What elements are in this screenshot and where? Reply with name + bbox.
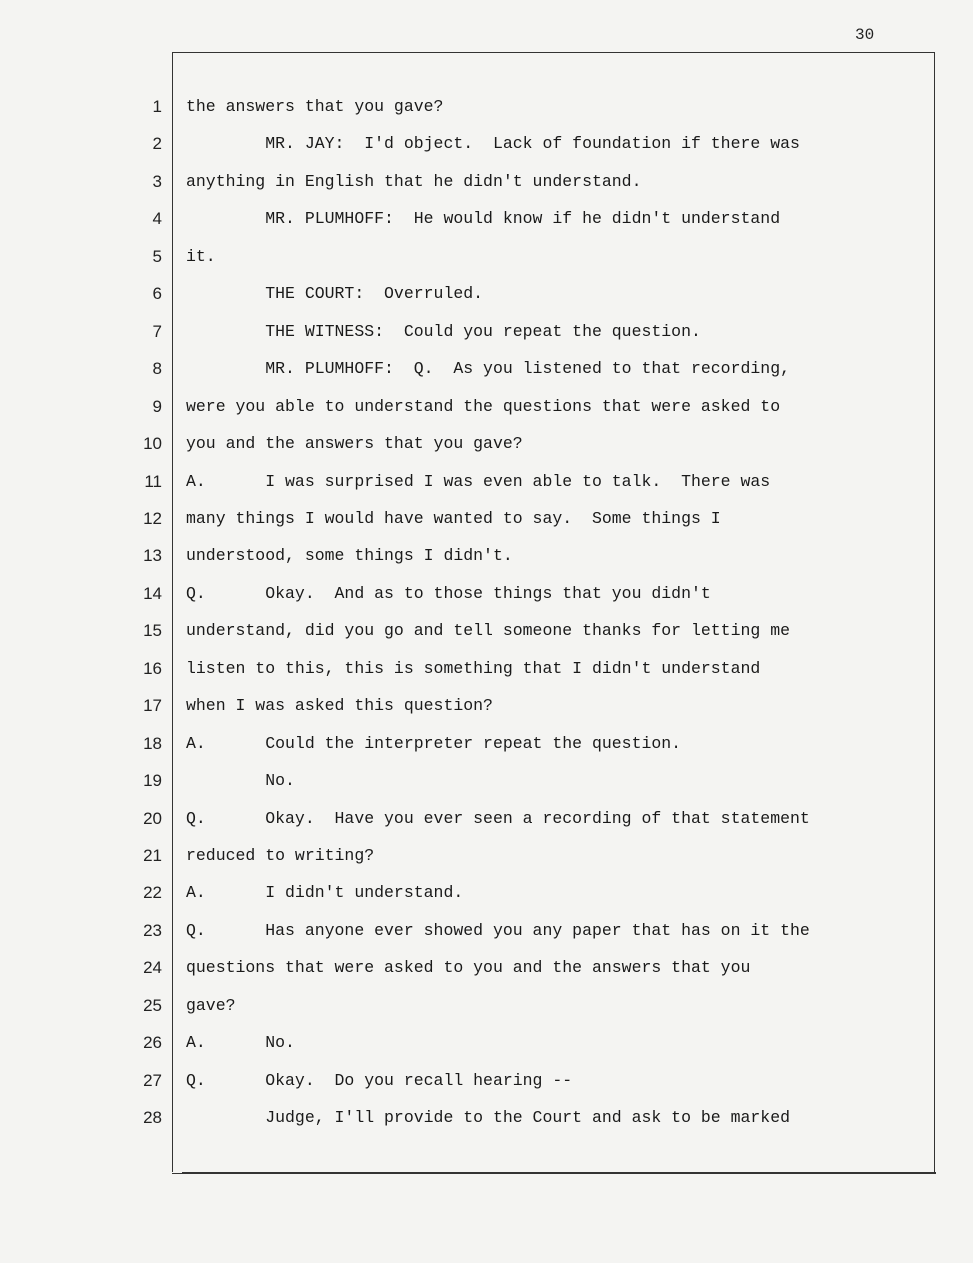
- line-number: 28: [143, 1108, 162, 1128]
- transcript-line: [0, 883, 973, 920]
- transcript-line: [0, 247, 973, 284]
- line-number: 3: [152, 171, 162, 191]
- line-number: 26: [143, 1033, 162, 1053]
- line-text: Q. Okay. Do you recall hearing --: [186, 1070, 573, 1090]
- line-number: 11: [144, 471, 162, 491]
- line-number: 1: [152, 97, 162, 116]
- transcript-line: [0, 1108, 973, 1145]
- transcript-line: [0, 734, 973, 771]
- line-text: MR. PLUMHOFF: He would know if he didn't understand: [186, 209, 781, 229]
- transcript-line: [0, 621, 973, 658]
- line-text: Judge, I'll provide to the Court and ask to be marked: [186, 1108, 790, 1128]
- line-number: 13: [143, 546, 162, 566]
- transcript-line: [0, 322, 973, 359]
- page-number: 30: [855, 26, 875, 44]
- line-text: Q. Okay. And as to those things that you didn't: [186, 583, 711, 603]
- line-text: gave?: [186, 995, 236, 1015]
- transcript-line: [0, 472, 973, 509]
- line-text: THE WITNESS: Could you repeat the question.: [186, 321, 701, 341]
- line-text: A. I was surprised I was even able to talk. There was: [186, 471, 771, 491]
- line-number: 18: [143, 733, 162, 753]
- line-text: A. No.: [186, 1033, 295, 1053]
- line-text: A. I didn't understand.: [186, 883, 464, 903]
- line-text: listen to this, this is something that I didn't understand: [186, 658, 761, 678]
- transcript-line: [0, 1033, 973, 1070]
- transcript-line: [0, 921, 973, 958]
- transcript-line: [0, 996, 973, 1033]
- transcript-line: [0, 172, 973, 209]
- line-number: 16: [143, 658, 162, 678]
- transcript-line: [0, 209, 973, 246]
- line-number: 14: [143, 583, 162, 603]
- line-text: MR. JAY: I'd object. Lack of foundation if there was: [186, 134, 800, 154]
- transcript-line: [0, 659, 973, 696]
- line-number: 2: [152, 134, 162, 154]
- line-text: anything in English that he didn't understand.: [186, 171, 642, 191]
- line-number: 17: [143, 696, 162, 716]
- line-text: understand, did you go and tell someone thanks for letting me: [186, 621, 790, 641]
- line-text: THE COURT: Overruled.: [186, 284, 484, 304]
- transcript-line: [0, 546, 973, 583]
- line-number: 4: [152, 209, 162, 229]
- line-text: you and the answers that you gave?: [186, 434, 523, 454]
- transcript-line: [0, 846, 973, 883]
- line-number: 15: [143, 621, 162, 641]
- line-number: 22: [143, 883, 162, 903]
- line-text: the answers that you gave?: [186, 97, 444, 116]
- transcript-line: [0, 134, 973, 171]
- line-number: 23: [143, 920, 162, 940]
- line-text: many things I would have wanted to say. Some things I: [186, 508, 721, 528]
- transcript-line: [0, 97, 973, 134]
- transcript-line: [0, 958, 973, 995]
- line-number: 10: [143, 434, 162, 454]
- transcript-line: [0, 1071, 973, 1108]
- transcript-line: [0, 359, 973, 396]
- line-number: 24: [143, 958, 162, 978]
- line-number: 12: [143, 508, 162, 528]
- line-number: 19: [143, 771, 162, 791]
- line-text: it.: [186, 246, 216, 266]
- transcript-line: [0, 397, 973, 434]
- line-text: understood, some things I didn't.: [186, 546, 513, 566]
- line-number: 21: [143, 846, 162, 865]
- line-text: No.: [186, 771, 295, 791]
- transcript-line: [0, 509, 973, 546]
- line-text: Q. Okay. Have you ever seen a recording of that statement: [186, 808, 810, 828]
- line-text: MR. PLUMHOFF: Q. As you listened to that recording,: [186, 359, 790, 379]
- line-number: 25: [143, 995, 162, 1015]
- line-number: 6: [152, 284, 162, 304]
- bottom-rule: [182, 1172, 936, 1174]
- line-text: reduced to writing?: [186, 846, 375, 865]
- transcript-line: [0, 809, 973, 846]
- line-number: 7: [152, 321, 162, 341]
- line-text: questions that were asked to you and the answers that you: [186, 958, 751, 978]
- transcript-line: [0, 771, 973, 808]
- line-number: 9: [152, 396, 162, 416]
- line-number: 5: [152, 246, 162, 266]
- line-number: 20: [143, 808, 162, 828]
- line-text: were you able to understand the questions that were asked to: [186, 396, 781, 416]
- line-number: 27: [143, 1070, 162, 1090]
- line-text: when I was asked this question?: [186, 696, 493, 716]
- line-text: A. Could the interpreter repeat the question.: [186, 733, 682, 753]
- transcript-line: [0, 584, 973, 621]
- line-text: Q. Has anyone ever showed you any paper that has on it the: [186, 920, 810, 940]
- transcript-line: [0, 696, 973, 733]
- transcript-line: [0, 284, 973, 321]
- line-number: 8: [152, 359, 162, 379]
- transcript-line: [0, 434, 973, 471]
